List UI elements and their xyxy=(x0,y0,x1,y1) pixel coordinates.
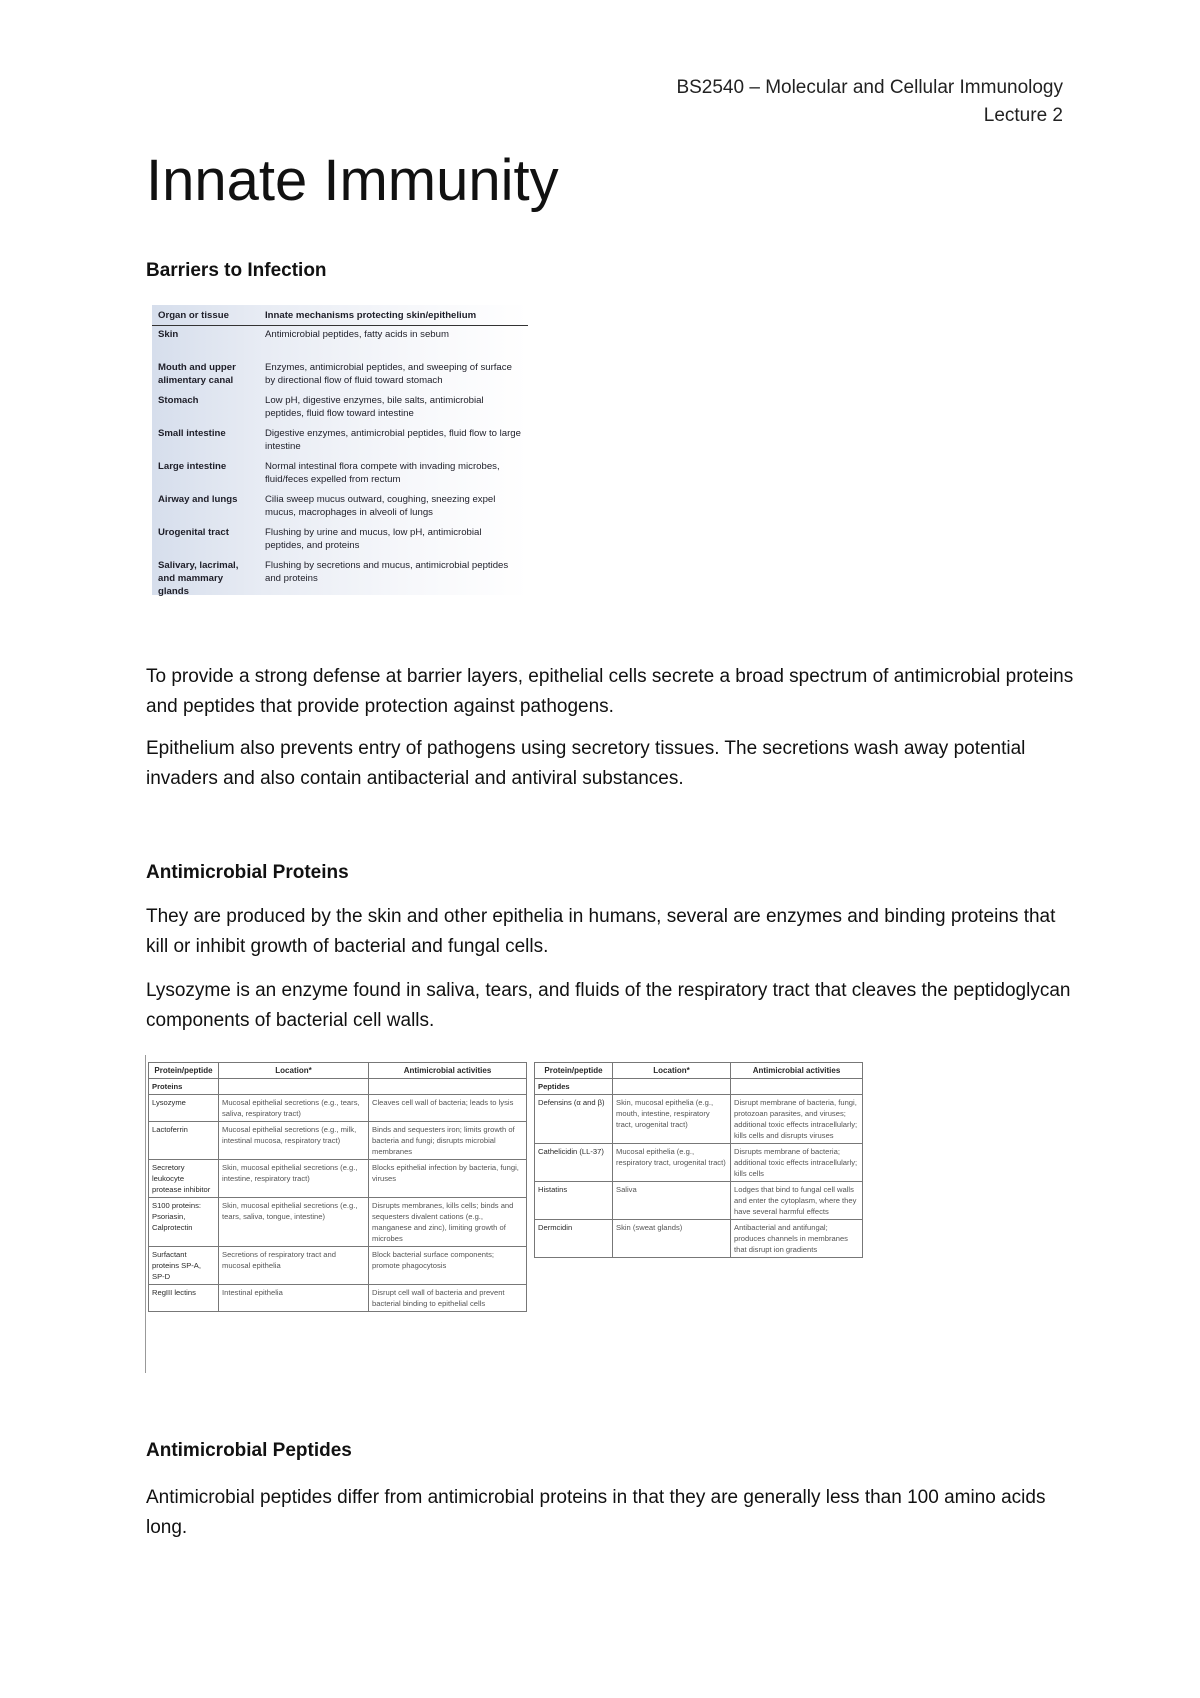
heading-antimicrobial-proteins: Antimicrobial Proteins xyxy=(146,862,349,883)
paragraph: They are produced by the skin and other epithelia in humans, several are enzymes and binding proteins that kill or inhibit growth of bacterial and fungal cells. xyxy=(146,906,1056,957)
location-cell: Mucosal epithelia (e.g., respiratory tract, urogenital tract) xyxy=(613,1144,731,1182)
organ-cell: Stomach xyxy=(158,395,199,406)
activity-cell: Antibacterial and antifungal; produces channels in membranes that disrupt ion gradients xyxy=(731,1220,863,1258)
peptide-table xyxy=(534,1062,863,1258)
table-row xyxy=(152,557,528,598)
table-row xyxy=(149,1079,527,1095)
organ-cell: Airway and lungs xyxy=(158,494,238,505)
paragraph: Epithelium also prevents entry of pathogens using secretory tissues. The secretions wash away potential invaders and also contain antibacterial and antiviral substances. xyxy=(146,738,1026,789)
organ-cell: Skin xyxy=(158,329,179,340)
mechanism-cell: Enzymes, antimicrobial peptides, and sweeping of surface by directional flow of fluid toward stomach xyxy=(265,362,512,386)
protein-header-location: Location* xyxy=(219,1063,369,1079)
protein-table xyxy=(148,1062,527,1312)
table-row xyxy=(535,1095,863,1144)
table-row xyxy=(535,1079,863,1095)
table-row xyxy=(152,359,528,392)
protein-name-cell: RegIII lectins xyxy=(149,1285,219,1312)
mechanism-cell: Normal intestinal flora compete with invading microbes, fluid/feces expelled from rectum xyxy=(265,461,500,485)
table-row xyxy=(152,425,528,458)
protein-header-name: Protein/peptide xyxy=(149,1063,219,1079)
page-title: Innate Immunity xyxy=(146,148,559,213)
activity-cell: Blocks epithelial infection by bacteria, fungi, viruses xyxy=(369,1160,527,1198)
table-row xyxy=(152,392,528,425)
mechanism-cell: Low pH, digestive enzymes, bile salts, antimicrobial peptides, fluid flow toward intestine xyxy=(265,395,484,419)
activity-cell: Disrupt cell wall of bacteria and prevent bacterial binding to epithelial cells xyxy=(369,1285,527,1312)
table-row xyxy=(149,1160,527,1198)
barrier-header-organ: Organ or tissue xyxy=(152,305,259,326)
organ-cell: Mouth and upper alimentary canal xyxy=(158,362,236,386)
organ-cell: Urogenital tract xyxy=(158,527,229,538)
mechanism-cell: Digestive enzymes, antimicrobial peptides, fluid flow to large intestine xyxy=(265,428,521,452)
protein-table-figure xyxy=(148,1062,526,1312)
protein-name-cell: Lactoferrin xyxy=(149,1122,219,1160)
activity-cell: Lodges that bind to fungal cell walls and enter the cytoplasm, where they have several harmful effects xyxy=(731,1182,863,1220)
peptide-name-cell: Defensins (α and β) xyxy=(535,1095,613,1144)
table-row xyxy=(149,1095,527,1122)
activity-cell: Binds and sequesters iron; limits growth of bacteria and fungi; disrupts microbial membranes xyxy=(369,1122,527,1160)
lecture-number: Lecture 2 xyxy=(983,105,1063,126)
location-cell: Skin, mucosal epithelia (e.g., mouth, intestine, respiratory tract, urogenital tract) xyxy=(613,1095,731,1144)
activity-cell: Disrupt membrane of bacteria, fungi, protozoan parasites, and viruses; additional toxic effects intracellularly; kills cells and disrupts viruses xyxy=(731,1095,863,1144)
location-cell: Skin, mucosal epithelial secretions (e.g., tears, saliva, tongue, intestine) xyxy=(219,1198,369,1247)
organ-cell: Salivary, lacrimal, and mammary glands xyxy=(158,560,239,597)
paragraph: Antimicrobial peptides differ from antimicrobial proteins in that they are generally less than 100 amino acids long. xyxy=(146,1487,1046,1538)
barrier-header-mechanism: Innate mechanisms protecting skin/epithelium xyxy=(259,305,528,326)
table-row xyxy=(535,1182,863,1220)
location-cell: Intestinal epithelia xyxy=(219,1285,369,1312)
peptide-header-activity: Antimicrobial activities xyxy=(731,1063,863,1079)
location-cell: Skin, mucosal epithelial secretions (e.g., intestine, respiratory tract) xyxy=(219,1160,369,1198)
protein-name-cell: Secretory leukocyte protease inhibitor xyxy=(149,1160,219,1198)
header xyxy=(676,74,1063,130)
group-label: Proteins xyxy=(149,1079,219,1095)
organ-cell: Small intestine xyxy=(158,428,226,439)
protein-name-cell: Lysozyme xyxy=(149,1095,219,1122)
table-row xyxy=(149,1285,527,1312)
table-row xyxy=(535,1144,863,1182)
paragraph: To provide a strong defense at barrier layers, epithelial cells secrete a broad spectrum of antimicrobial proteins and peptides that provide protection against pathogens. xyxy=(146,666,1074,717)
barrier-table xyxy=(152,305,528,598)
barrier-table-figure xyxy=(152,305,528,595)
figure-border xyxy=(145,1055,146,1373)
table-row xyxy=(152,326,528,360)
heading-barriers: Barriers to Infection xyxy=(146,260,327,281)
peptide-name-cell: Dermcidin xyxy=(535,1220,613,1258)
mechanism-cell: Flushing by urine and mucus, low pH, antimicrobial peptides, and proteins xyxy=(265,527,482,551)
protein-name-cell: S100 proteins: Psoriasin, Calprotectin xyxy=(149,1198,219,1247)
location-cell: Saliva xyxy=(613,1182,731,1220)
peptide-header-location: Location* xyxy=(613,1063,731,1079)
table-row xyxy=(152,524,528,557)
protein-header-activity: Antimicrobial activities xyxy=(369,1063,527,1079)
mechanism-cell: Cilia sweep mucus outward, coughing, sneezing expel mucus, macrophages in alveoli of lungs xyxy=(265,494,496,518)
group-label: Peptides xyxy=(535,1079,613,1095)
table-row xyxy=(152,458,528,491)
mechanism-cell: Antimicrobial peptides, fatty acids in sebum xyxy=(265,329,449,340)
table-row xyxy=(152,491,528,524)
table-row xyxy=(149,1198,527,1247)
organ-cell: Large intestine xyxy=(158,461,227,472)
activity-cell: Cleaves cell wall of bacteria; leads to lysis xyxy=(369,1095,527,1122)
activity-cell: Block bacterial surface components; promote phagocytosis xyxy=(369,1247,527,1285)
peptide-name-cell: Cathelicidin (LL-37) xyxy=(535,1144,613,1182)
course-title: BS2540 – Molecular and Cellular Immunology xyxy=(676,77,1063,98)
activity-cell: Disrupts membrane of bacteria; additional toxic effects intracellularly; kills cells xyxy=(731,1144,863,1182)
activity-cell: Disrupts membranes, kills cells; binds and sequesters divalent cations (e.g., manganese and zinc), limiting growth of microbes xyxy=(369,1198,527,1247)
peptide-table-figure xyxy=(534,1062,862,1258)
paragraph: Lysozyme is an enzyme found in saliva, tears, and fluids of the respiratory tract that cleaves the peptidoglycan components of bacterial cell walls. xyxy=(146,980,1071,1031)
mechanism-cell: Flushing by secretions and mucus, antimicrobial peptides and proteins xyxy=(265,560,509,584)
peptide-name-cell: Histatins xyxy=(535,1182,613,1220)
heading-antimicrobial-peptides: Antimicrobial Peptides xyxy=(146,1440,352,1461)
location-cell: Secretions of respiratory tract and mucosal epithelia xyxy=(219,1247,369,1285)
protein-name-cell: Surfactant proteins SP-A, SP-D xyxy=(149,1247,219,1285)
peptide-header-name: Protein/peptide xyxy=(535,1063,613,1079)
location-cell: Mucosal epithelial secretions (e.g., milk, intestinal mucosa, respiratory tract) xyxy=(219,1122,369,1160)
table-row xyxy=(535,1220,863,1258)
table-row xyxy=(149,1122,527,1160)
table-row xyxy=(149,1247,527,1285)
location-cell: Skin (sweat glands) xyxy=(613,1220,731,1258)
location-cell: Mucosal epithelial secretions (e.g., tears, saliva, respiratory tract) xyxy=(219,1095,369,1122)
